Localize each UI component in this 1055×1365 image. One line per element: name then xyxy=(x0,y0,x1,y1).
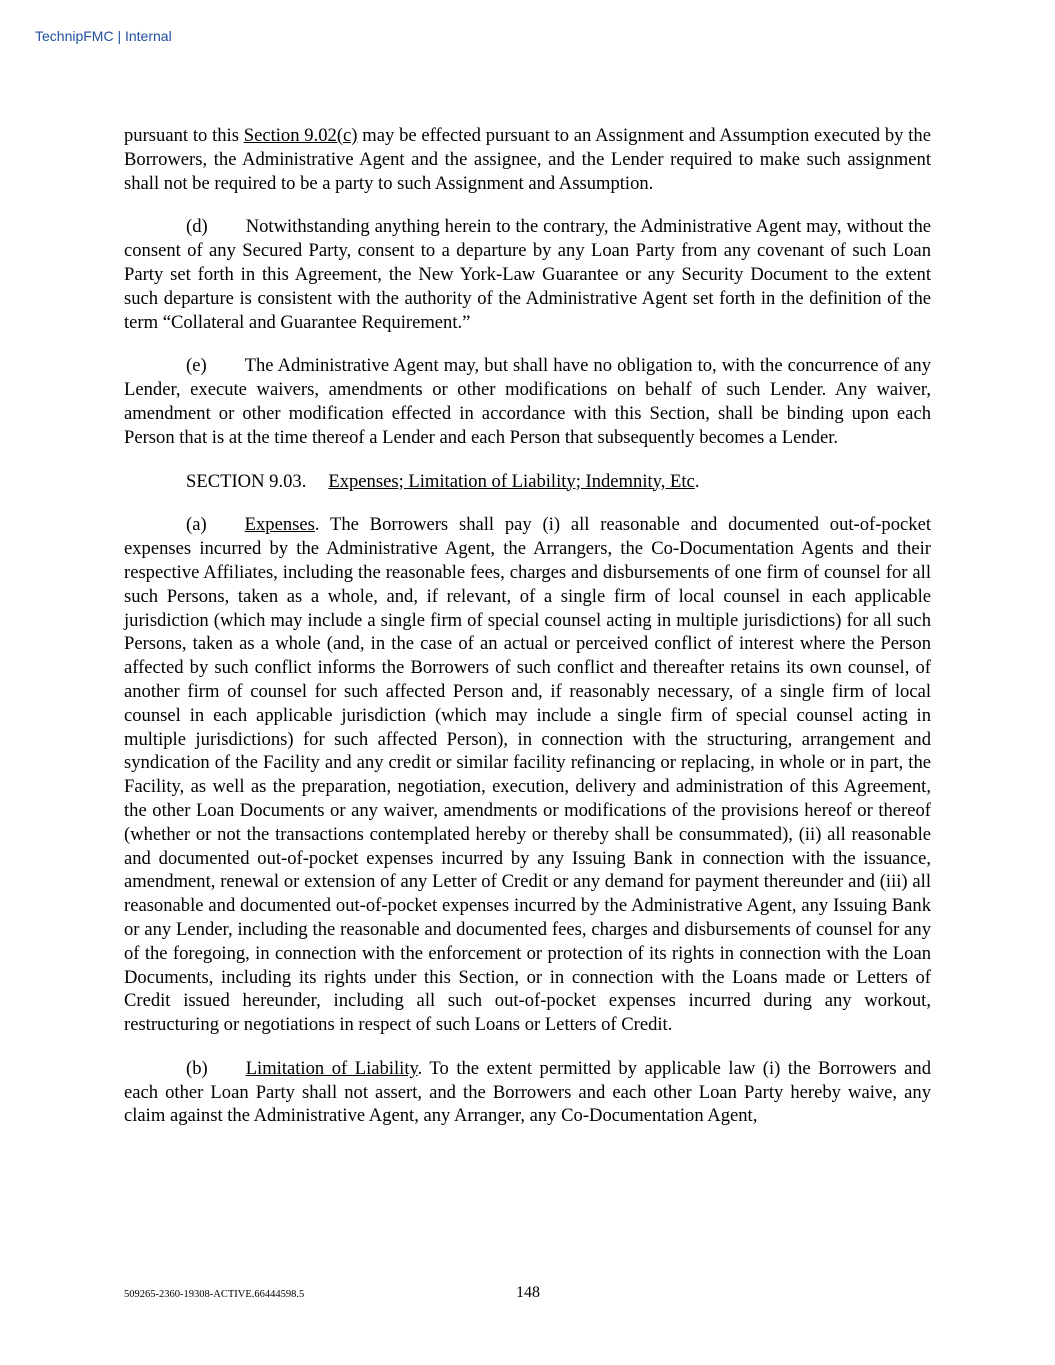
section-trailing: . xyxy=(694,470,700,492)
paragraph-continuation xyxy=(124,124,931,195)
section-title: Expenses; Limitation of Liability; Indemnity, Etc xyxy=(328,470,695,492)
document-id: 509265-2360-19308-ACTIVE.66444598.5 xyxy=(124,1289,305,1300)
paragraph-b-text: . To the extent permitted by applicable law (i) the Borrowers and each other Loan Party shall not assert, and the Borrowers and each other Loan Party hereby waive, any claim against the Administrative Agent, any Arranger, any Co-Documentation Agent, xyxy=(124,1057,932,1127)
p1-text-b: may be effected pursuant to an Assignment and Assumption executed by the Borrowers, the Administrative Agent and the assignee, and the Lender required to make such assignment shall not be required to be a party to such Assignment and Assumption. xyxy=(124,125,931,194)
paragraph-d-text: Notwithstanding anything herein to the contrary, the Administrative Agent may, without the consent of any Secured Party, consent to a departure by any Loan Party from any covenant of such Loan Party set forth in this Agreement, the New York-Law Guarantee or any Security Document to the extent such departure is consistent with the authority of the Administrative Agent set forth in the definition of the term “Collateral and Guarantee Requirement.” xyxy=(124,216,931,333)
section-reference: Section 9.02(c) xyxy=(243,125,358,146)
paragraph-b xyxy=(124,1057,931,1128)
paragraph-b-marker: (b) xyxy=(186,1057,208,1079)
paragraph-a-heading: Expenses xyxy=(244,514,315,536)
classification-label: TechnipFMC | Internal xyxy=(35,28,172,44)
paragraph-a-text: . The Borrowers shall pay (i) all reasonable and documented out-of-pocket expenses incurred by the Administrative Agent, the Arrangers, the Co-Documentation Agents and their respective Affiliates, including the reasonable fees, charges and disbursements of one firm of counsel for all such Persons, taken as a whole, and, if relevant, of a single firm of local counsel in each applicable jurisdiction (which may include a single firm of special counsel acting in multiple jurisdictions) for all such Persons, taken as a whole (and, in the case of an actual or perceived conflict of interest where the Person affected by such conflict informs the Borrowers of such conflict and thereafter retains its own counsel, of another firm of counsel for such affected Person and, if reasonably necessary, of a single firm of local counsel in each applicable jurisdiction (which may include a single firm of special counsel acting in multiple jurisdictions) for such affected Person), in connection with the structuring, arrangement and syndication of the Facility and any credit or similar facility refinancing or replacing, in whole or in part, the Facility, as well as the preparation, negotiation, execution, delivery and administration of this Agreement, the other Loan Documents or any waiver, amendments or modifications of the provisions hereof or thereof (whether or not the transactions contemplated hereby or thereby shall be consummated), (ii) all reasonable and documented out-of-pocket expenses incurred by any Issuing Bank in connection with the issuance, amendment, renewal or extension of any Letter of Credit or any demand for payment thereunder and (iii) all reasonable and documented out-of-pocket expenses incurred by the Administrative Agent, any Issuing Bank or any Lender, including the reasonable and documented fees, charges and disbursements of counsel for any of the foregoing, in connection with the enforcement or protection of its rights in connection with the Loan Documents, including its rights under this Section, or in connection with the Loans made or Letters of Credit issued hereunder, including all such out-of-pocket expenses incurred during any workout, restructuring or negotiations in respect of such Loans or Letters of Credit. xyxy=(124,514,931,1036)
paragraph-a-marker: (a) xyxy=(186,514,207,536)
p1-text-a: pursuant to this xyxy=(124,125,244,146)
paragraph-a xyxy=(124,513,931,1037)
section-number: SECTION 9.03. xyxy=(186,470,307,492)
paragraph-d-marker: (d) xyxy=(186,216,208,238)
section-heading xyxy=(124,470,931,494)
paragraph-e-text: The Administrative Agent may, but shall have no obligation to, with the concurrence of any Lender, execute waivers, amendments or other modifications on behalf of such Lender. Any waiver, amendment or other modification effected in accordance with this Section, shall be binding upon each Person that is at the time thereof a Lender and each Person that subsequently becomes a Lender. xyxy=(124,355,931,448)
paragraph-e-marker: (e) xyxy=(186,355,207,377)
paragraph-d xyxy=(124,215,931,334)
paragraph-e xyxy=(124,354,931,449)
page-number: 148 xyxy=(516,1284,540,1301)
paragraph-b-heading: Limitation of Liability xyxy=(245,1057,418,1079)
document-body xyxy=(124,124,931,1148)
